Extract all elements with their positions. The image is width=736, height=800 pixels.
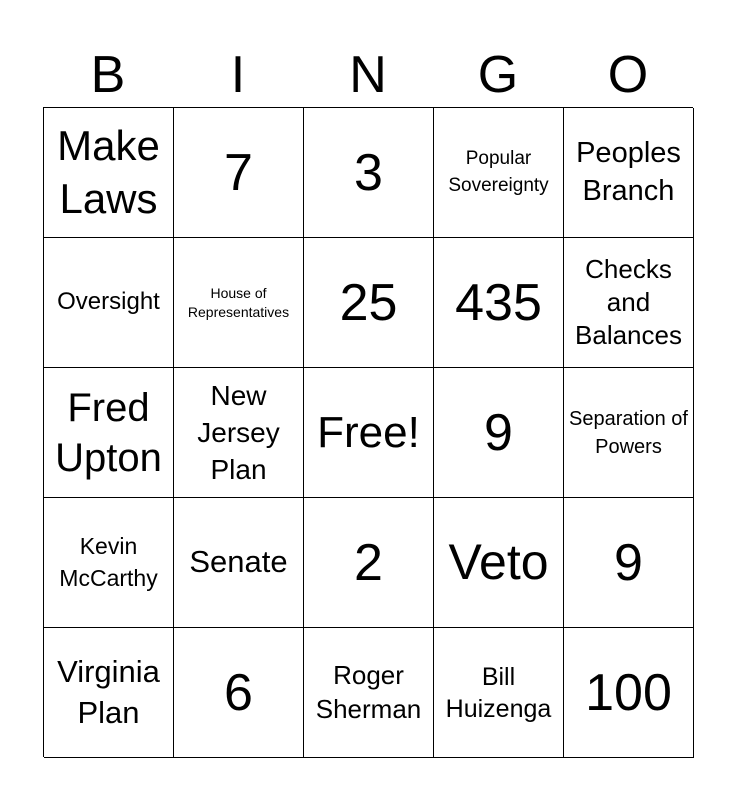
cell-text: Popular Sovereignty bbox=[448, 147, 549, 196]
cell-text: Senate bbox=[189, 544, 288, 580]
bingo-cell-r3-c5[interactable] bbox=[564, 368, 694, 498]
cell-text: 100 bbox=[585, 663, 672, 722]
cell-text: Free! bbox=[317, 408, 420, 457]
bingo-cell-r2-c2[interactable] bbox=[174, 238, 304, 368]
bingo-cell-r2-c5[interactable] bbox=[564, 238, 694, 368]
bingo-cell-free-space[interactable] bbox=[304, 368, 434, 498]
bingo-cell-r4-c5[interactable] bbox=[564, 498, 694, 628]
cell-text: Separation of Powers bbox=[569, 407, 688, 458]
cell-text: 3 bbox=[354, 143, 383, 202]
bingo-cell-r2-c1[interactable] bbox=[44, 238, 174, 368]
bingo-cell-r1-c1[interactable] bbox=[44, 108, 174, 238]
cell-text: 6 bbox=[224, 663, 253, 722]
bingo-cell-r3-c2[interactable] bbox=[174, 368, 304, 498]
cell-text: House of Representatives bbox=[187, 285, 290, 320]
bingo-cell-r3-c4[interactable] bbox=[434, 368, 564, 498]
header-letter-i: I bbox=[230, 46, 246, 104]
cell-text: Make Laws bbox=[57, 122, 160, 222]
bingo-cell-r1-c4[interactable] bbox=[434, 108, 564, 238]
bingo-card-grid bbox=[43, 107, 693, 757]
bingo-cell-r4-c1[interactable] bbox=[44, 498, 174, 628]
bingo-cell-r5-c2[interactable] bbox=[174, 628, 304, 758]
header-letter-n: N bbox=[349, 46, 387, 104]
cell-text: New Jersey Plan bbox=[197, 379, 280, 486]
cell-text: Checks and Balances bbox=[575, 253, 682, 351]
cell-text: Roger Sherman bbox=[315, 660, 422, 724]
bingo-cell-r5-c3[interactable] bbox=[304, 628, 434, 758]
bingo-cell-r5-c5[interactable] bbox=[564, 628, 694, 758]
cell-text: Bill Huizenga bbox=[445, 662, 552, 723]
cell-text: 9 bbox=[484, 403, 513, 462]
cell-text: 7 bbox=[224, 143, 253, 202]
header-letter-o: O bbox=[607, 46, 649, 104]
cell-text: 2 bbox=[354, 533, 383, 592]
bingo-cell-r2-c4[interactable] bbox=[434, 238, 564, 368]
bingo-cell-r2-c3[interactable] bbox=[304, 238, 434, 368]
bingo-cell-r5-c1[interactable] bbox=[44, 628, 174, 758]
bingo-cell-r1-c3[interactable] bbox=[304, 108, 434, 238]
cell-text: Veto bbox=[448, 534, 549, 591]
bingo-cell-r1-c2[interactable] bbox=[174, 108, 304, 238]
cell-text: Peoples Branch bbox=[576, 136, 681, 207]
bingo-header bbox=[43, 44, 693, 106]
cell-text: Fred Upton bbox=[55, 385, 162, 480]
bingo-cell-r1-c5[interactable] bbox=[564, 108, 694, 238]
cell-text: 9 bbox=[614, 533, 643, 592]
bingo-cell-r5-c4[interactable] bbox=[434, 628, 564, 758]
cell-text: 25 bbox=[339, 273, 398, 332]
bingo-cell-r4-c3[interactable] bbox=[304, 498, 434, 628]
cell-text: Virginia Plan bbox=[57, 654, 160, 730]
cell-text: Kevin McCarthy bbox=[59, 533, 158, 591]
header-letter-g: G bbox=[477, 46, 519, 104]
header-letter-b: B bbox=[90, 46, 126, 104]
cell-text: 435 bbox=[455, 273, 542, 332]
cell-text: Oversight bbox=[57, 288, 160, 316]
bingo-cell-r3-c1[interactable] bbox=[44, 368, 174, 498]
bingo-cell-r4-c2[interactable] bbox=[174, 498, 304, 628]
bingo-cell-r4-c4[interactable] bbox=[434, 498, 564, 628]
